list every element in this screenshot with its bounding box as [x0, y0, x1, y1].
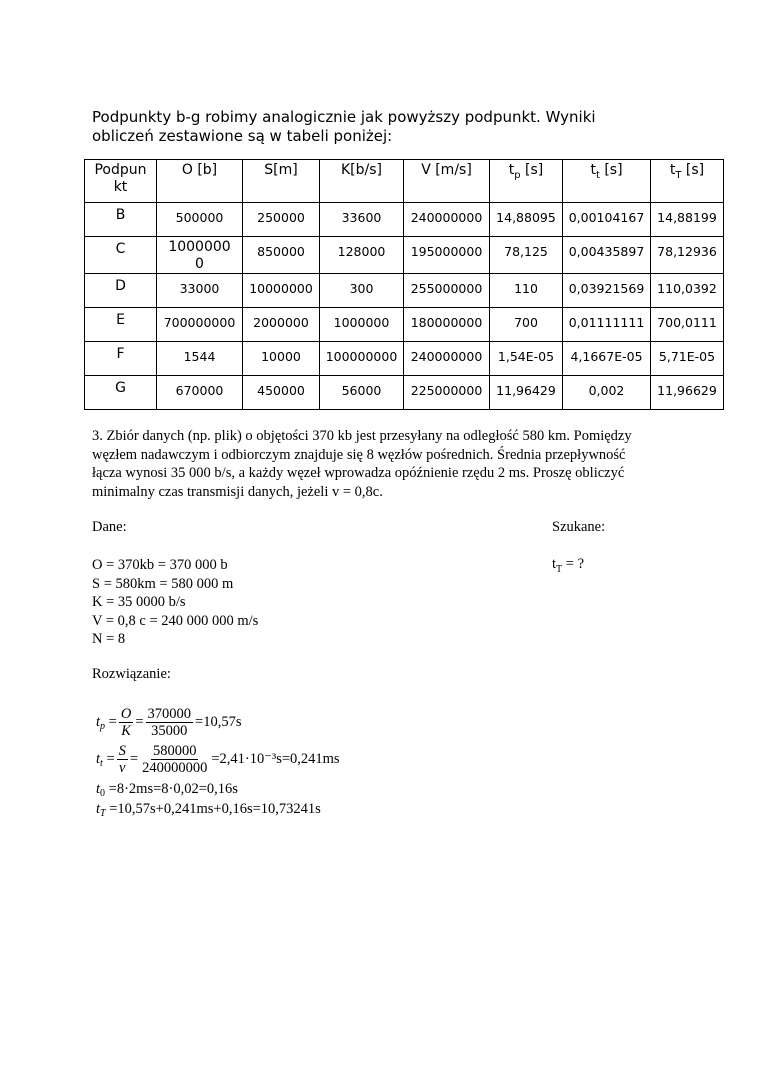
table-row	[85, 237, 724, 274]
cell: 500000	[157, 203, 243, 237]
cell: B	[85, 203, 157, 237]
cell: 1000000	[320, 308, 404, 342]
cell: 700,0111	[651, 308, 724, 342]
cell: 14,88095	[490, 203, 563, 237]
cell: 195000000	[404, 237, 490, 274]
result: =10,57s	[195, 714, 242, 730]
cell: 0,00104167	[563, 203, 651, 237]
cell: 300	[320, 274, 404, 308]
equation-tt: t t = $\frac{S}{v}$ = $\frac{580000}{240000000}$ =2,41·10⁻³s=0,241ms	[96, 743, 340, 776]
cell: 1000000 0	[157, 237, 243, 274]
cell: 11,96429	[490, 376, 563, 410]
task-line-4: minimalny czas transmisji danych, jeżeli v = 0,8c.	[92, 483, 383, 500]
cell: 5,71E-05	[651, 342, 724, 376]
cell: 56000	[320, 376, 404, 410]
intro-line-2: obliczeń zestawione są w tabeli poniżej:	[92, 127, 393, 145]
cell: 110	[490, 274, 563, 308]
cell: 0,00435897	[563, 237, 651, 274]
cell: 11,96629	[651, 376, 724, 410]
cell: D	[85, 274, 157, 308]
intro-paragraph	[92, 108, 652, 146]
cell: 33000	[157, 274, 243, 308]
table-row	[85, 376, 724, 410]
result: =2,41·10⁻³s=0,241ms	[211, 751, 340, 767]
numerator: O	[120, 706, 132, 722]
cell: 240000000	[404, 203, 490, 237]
header-o: O [b]	[157, 160, 243, 203]
denominator: K	[121, 723, 131, 739]
table-row	[85, 203, 724, 237]
cell: 670000	[157, 376, 243, 410]
cell: 2000000	[243, 308, 320, 342]
cell: 0,03921569	[563, 274, 651, 308]
header-v: V [m/s]	[404, 160, 490, 203]
list-item: K = 35 0000 b/s	[92, 594, 186, 610]
list-item: N = 8	[92, 631, 126, 647]
cell: 1,54E-05	[490, 342, 563, 376]
cell: 10000	[243, 342, 320, 376]
list-item: V = 0,8 c = 240 000 000 m/s	[92, 612, 259, 629]
results-table	[84, 159, 724, 410]
list-item: O = 370kb = 370 000 b	[92, 557, 228, 573]
cell: 4,1667E-05	[563, 342, 651, 376]
szukane-heading: Szukane:	[552, 519, 606, 535]
table-row	[85, 308, 724, 342]
fraction	[146, 706, 194, 739]
table-row	[85, 342, 724, 376]
cell: 78,12936	[651, 237, 724, 274]
dane-heading: Dane:	[92, 519, 127, 535]
cell: 225000000	[404, 376, 490, 410]
cell: 700	[490, 308, 563, 342]
numerator: 370000	[147, 706, 192, 722]
fraction	[140, 743, 209, 776]
cell: 33600	[320, 203, 404, 237]
cell: E	[85, 308, 157, 342]
denominator: 35000	[151, 723, 188, 739]
cell: 255000000	[404, 274, 490, 308]
intro-line-1: Podpunkty b-g robimy analogicznie jak powyższy podpunkt. Wyniki	[92, 108, 596, 126]
cell: 0,01111111	[563, 308, 651, 342]
equation-t0: t 0 =8·2ms=8·0,02=0,16s	[96, 781, 238, 799]
header-s: S[m]	[243, 160, 320, 203]
task-line-2: węzłem nadawczym i odbiorczym znajduje się 8 węzłów pośrednich. Średnia przepływność	[92, 446, 626, 463]
cell: 100000000	[320, 342, 404, 376]
numerator: S	[118, 743, 126, 759]
task-paragraph	[92, 427, 672, 501]
cell: 0,002	[563, 376, 651, 410]
cell: 14,88199	[651, 203, 724, 237]
cell: 10000000	[243, 274, 320, 308]
solution-heading: Rozwiązanie:	[92, 666, 171, 682]
header-tT: $t_T$ [s]	[651, 160, 724, 203]
fraction	[119, 706, 133, 739]
cell: 450000	[243, 376, 320, 410]
cell: 110,0392	[651, 274, 724, 308]
cell: G	[85, 376, 157, 410]
cell: C	[85, 237, 157, 274]
task-line-3: łącza wynosi 35 000 b/s, a każdy węzeł wprowadza opóźnienie rzędu 2 ms. Proszę obliczyć	[92, 465, 625, 482]
cell: F	[85, 342, 157, 376]
denominator: 240000000	[142, 760, 208, 776]
denominator: v	[119, 760, 126, 776]
header-podpunkt: Podpun kt	[85, 160, 157, 203]
cell: 250000	[243, 203, 320, 237]
equation-tp: t p = $\frac{O}{K}$ = $\frac{370000}{35000}$ =10,57s	[96, 706, 242, 739]
result: =10,57s+0,241ms+0,16s=10,73241s	[109, 801, 321, 817]
equation-tT: t T =10,57s+0,241ms+0,16s=10,73241s	[96, 801, 321, 819]
cell: 240000000	[404, 342, 490, 376]
result: =8·2ms=8·0,02=0,16s	[108, 781, 238, 797]
dane-list	[92, 556, 258, 649]
header-tt: $t_t$ [s]	[563, 160, 651, 203]
header-k: K[b/s]	[320, 160, 404, 203]
task-line-1: 3. Zbiór danych (np. plik) o objętości 370 kb jest przesyłany na odległość 580 km. Pomiędzy	[92, 428, 632, 444]
table-row	[85, 274, 724, 308]
list-item: S = 580km = 580 000 m	[92, 575, 234, 592]
cell: 850000	[243, 237, 320, 274]
cell: 1544	[157, 342, 243, 376]
cell: 78,125	[490, 237, 563, 274]
table-header-row	[85, 160, 724, 203]
cell: 700000000	[157, 308, 243, 342]
szukane-value: $t_T$ = ?	[552, 556, 585, 575]
cell: 128000	[320, 237, 404, 274]
numerator: 580000	[152, 743, 197, 759]
fraction	[117, 743, 128, 776]
cell: 180000000	[404, 308, 490, 342]
header-tp: $t_p$ [s]	[490, 160, 563, 203]
